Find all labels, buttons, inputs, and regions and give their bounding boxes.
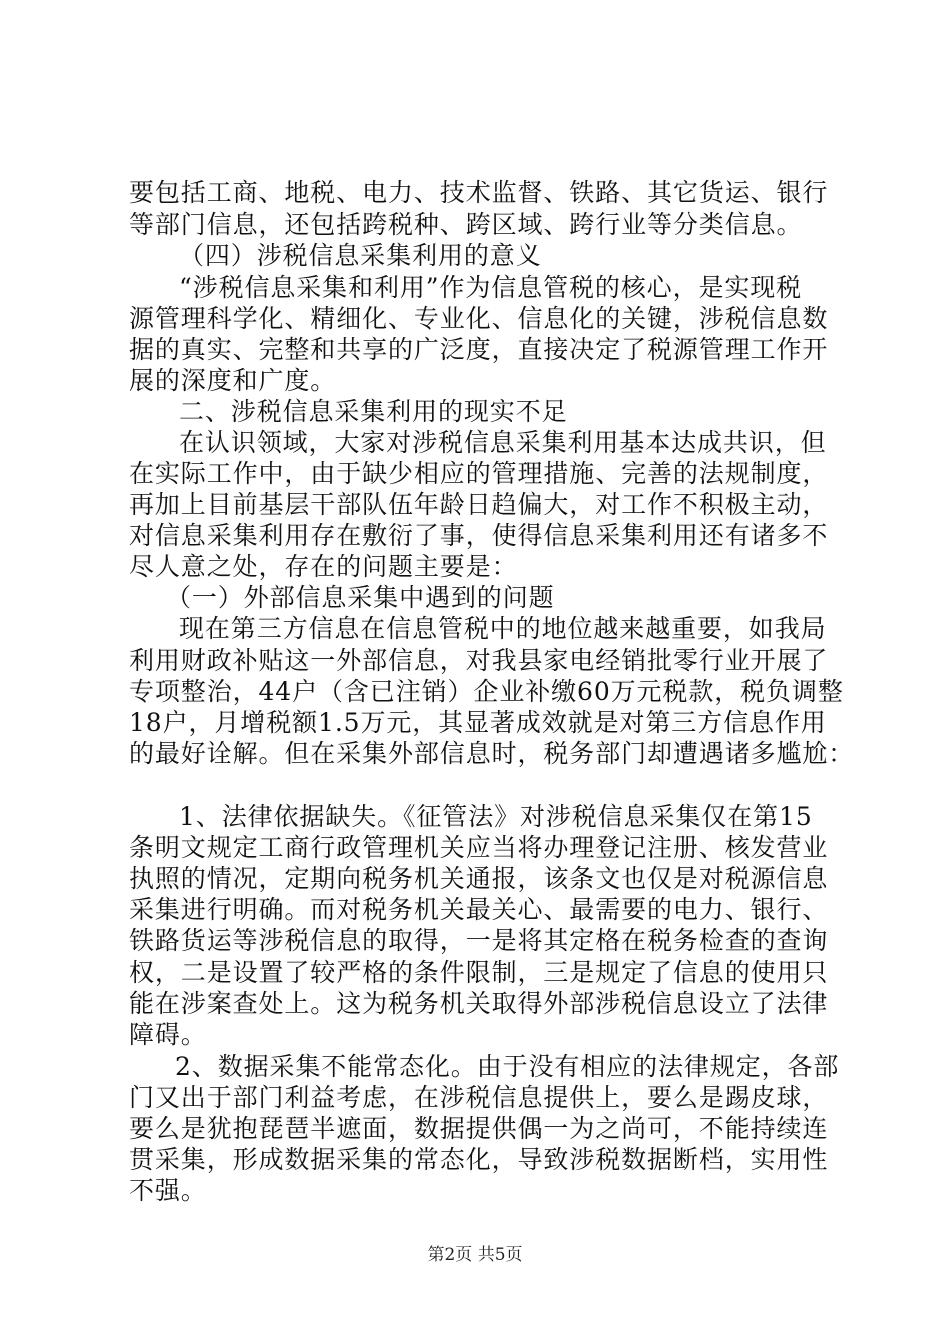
section-heading: （一）外部信息采集中遇到的问题 <box>166 583 555 612</box>
text-line: 展的深度和广度。 <box>129 366 337 395</box>
text-line: 18户，月增税额1.5万元，其显著成效就是对第三方信息作用 <box>129 708 827 737</box>
text-line: 利用财政补贴这一外部信息，对我县家电经销批零行业开展了 <box>129 646 829 675</box>
text-line: 现在第三方信息在信息管税中的地位越来越重要，如我局 <box>179 614 827 643</box>
text-line: 1、法律依据缺失。《征管法》对涉税信息采集仅在第15 <box>179 802 813 831</box>
text-line: 尽人意之处，存在的问题主要是： <box>129 552 518 581</box>
text-line: “涉税信息采集和利用”作为信息管税的核心，是实现税 <box>179 273 803 302</box>
text-line: 采集进行明确。而对税务机关最关心、最需要的电力、银行、 <box>129 895 829 924</box>
section-heading: （四）涉税信息采集利用的意义 <box>179 241 542 270</box>
page-number-footer: 第2页 共5页 <box>427 1245 523 1265</box>
text-line: 对信息采集利用存在敷衍了事，使得信息采集利用还有诸多不 <box>129 521 829 550</box>
text-line: 据的真实、完整和共享的广泛度，直接决定了税源管理工作开 <box>129 335 829 364</box>
text-line: 门又出于部门利益考虑，在涉税信息提供上，要么是踢皮球， <box>129 1083 829 1112</box>
text-line: 2、数据采集不能常态化。由于没有相应的法律规定，各部 <box>175 1052 840 1081</box>
text-line: 源管理科学化、精细化、专业化、信息化的关键，涉税信息数 <box>129 304 829 333</box>
text-line: 条明文规定工商行政管理机关应当将办理登记注册、核发营业 <box>129 833 829 862</box>
text-line: 的最好诠解。但在采集外部信息时，税务部门却遭遇诸多尴尬： <box>129 739 855 768</box>
text-line: 铁路货运等涉税信息的取得，一是将其定格在税务检查的查询 <box>129 926 829 955</box>
text-line: 在认识领域，大家对涉税信息采集利用基本达成共识，但 <box>179 428 827 457</box>
text-line: 在实际工作中，由于缺少相应的管理措施、完善的法规制度， <box>129 459 829 488</box>
text-line: 权，二是设置了较严格的条件限制，三是规定了信息的使用只 <box>129 958 829 987</box>
text-line: 不强。 <box>129 1176 207 1205</box>
text-line: 等部门信息，还包括跨税种、跨区域、跨行业等分类信息。 <box>129 210 803 239</box>
section-heading: 二、涉税信息采集利用的现实不足 <box>179 397 568 426</box>
text-line: 专项整治，44户（含已注销）企业补缴60万元税款，税负调整 <box>129 677 844 706</box>
text-line: 再加上目前基层干部队伍年龄日趋偏大，对工作不积极主动， <box>129 490 829 519</box>
text-line: 要么是犹抱琵琶半遮面，数据提供偶一为之尚可，不能持续连 <box>129 1114 829 1143</box>
text-line: 能在涉案查处上。这为税务机关取得外部涉税信息设立了法律 <box>129 989 829 1018</box>
text-line: 执照的情况，定期向税务机关通报，该条文也仅是对税源信息 <box>129 864 829 893</box>
text-line: 要包括工商、地税、电力、技术监督、铁路、其它货运、银行 <box>129 178 829 207</box>
text-line: 障碍。 <box>129 1020 207 1049</box>
text-line: 贯采集，形成数据采集的常态化，导致涉税数据断档，实用性 <box>129 1145 829 1174</box>
